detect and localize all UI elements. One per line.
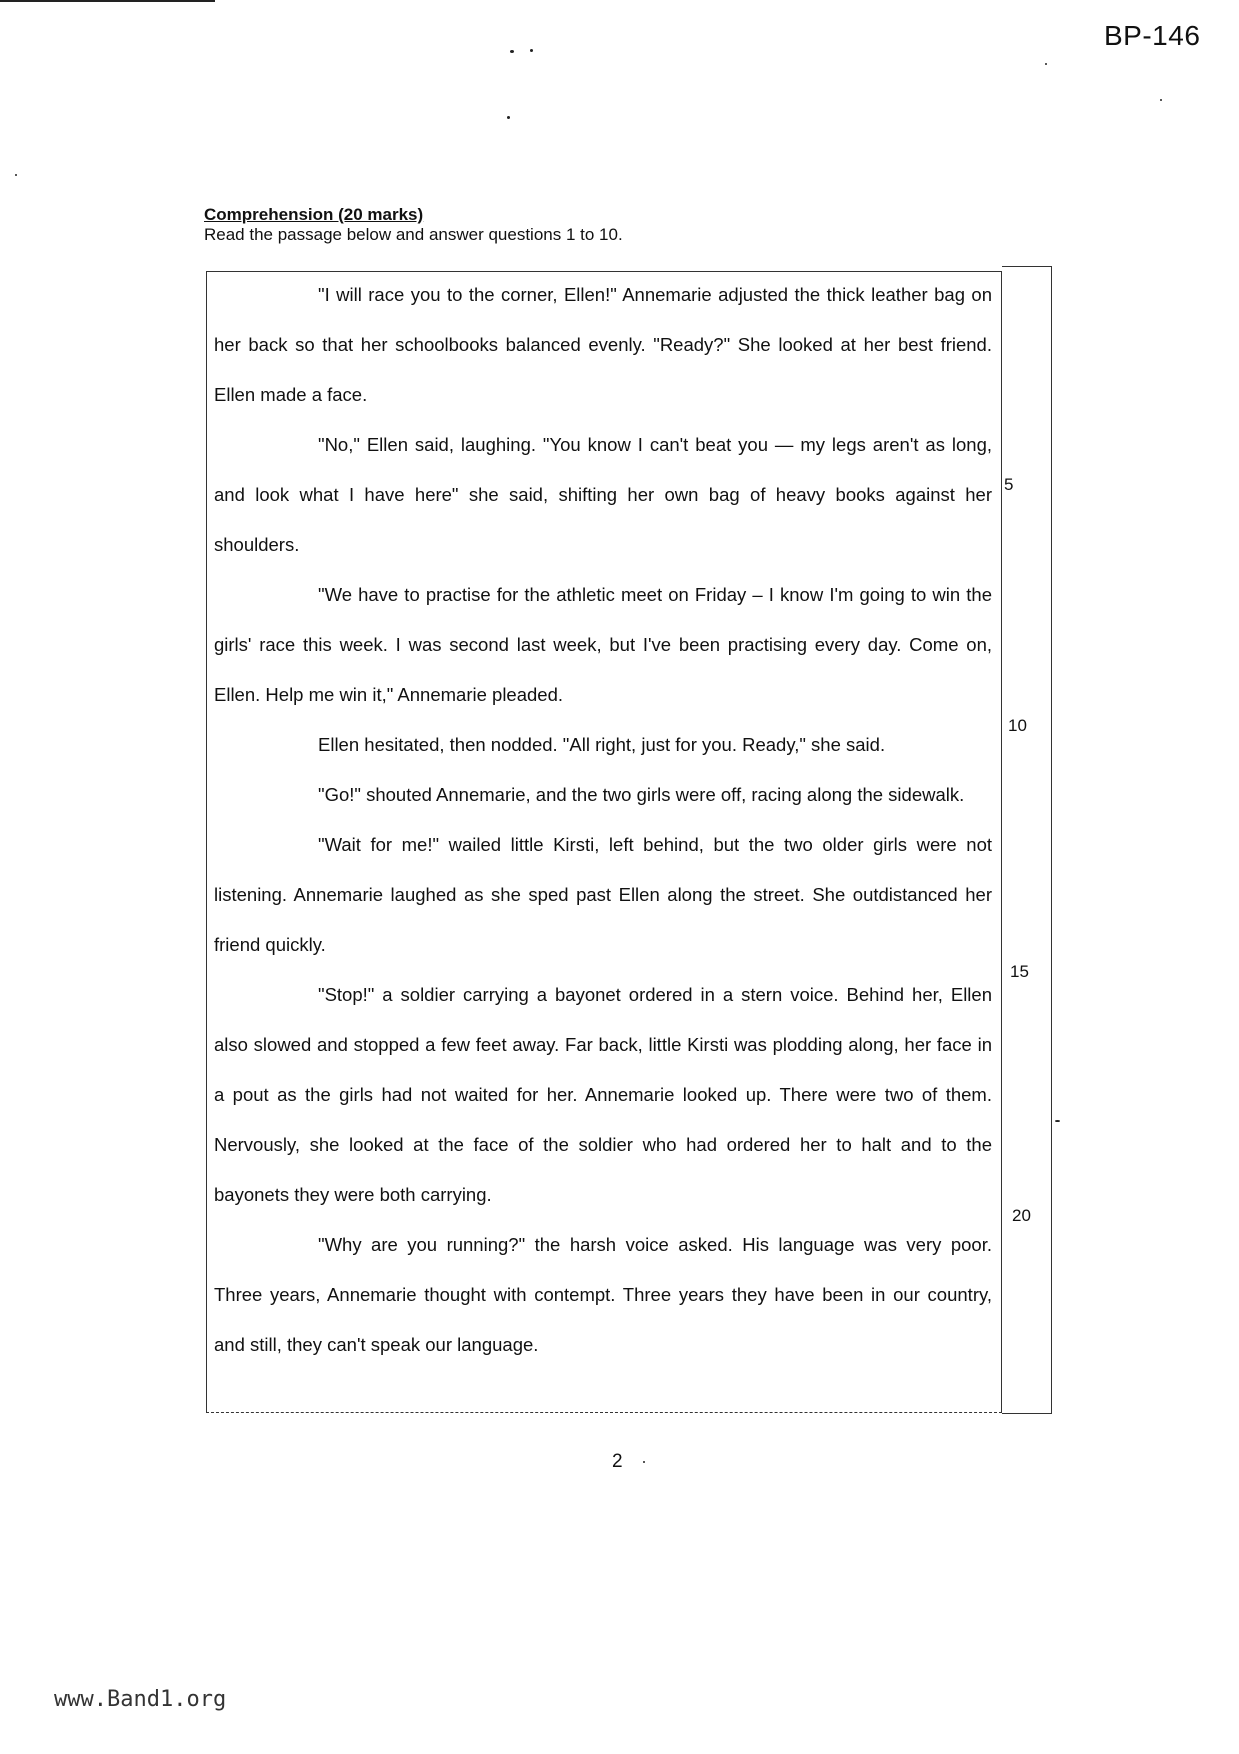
scan-speck [1055,1120,1060,1122]
paragraph: "Go!" shouted Annemarie, and the two girls were off, racing along the sidewalk. [318,784,965,805]
footer-url: www.Band1.org [54,1687,227,1712]
page-number: 2 [612,1451,623,1472]
passage-text [214,270,992,1370]
scan-speck [510,50,514,53]
scan-speck [1160,99,1162,101]
line-number: 10 [1008,716,1027,735]
line-number: 5 [1004,475,1014,494]
document-code: BP-146 [1104,20,1201,51]
line-number-column [1002,266,1052,1414]
paragraph: "Stop!" a soldier carrying a bayonet ordered in a stern voice. Behind her, Ellen also slowed and stopped a few feet away. Far back, little Kirsti was plodding along, her face in a pout as the girls had not waited for her. Annemarie looked up. There were two of them. Nervously, she looked at the face of the soldier who had ordered her to halt and to the bayonets they were both carrying. [214,984,992,1205]
paragraph: "I will race you to the corner, Ellen!" Annemarie adjusted the thick leather bag on her back so that her schoolbooks balanced evenly. "Ready?" She looked at her best friend. Ellen made a face. [214,284,992,405]
comprehension-section [204,205,623,245]
paragraph: "No," Ellen said, laughing. "You know I can't beat you — my legs aren't as long, and look what I have here" she said, shifting her own bag of heavy books against her shoulders. [214,434,992,555]
paragraph: Ellen hesitated, then nodded. "All right, just for you. Ready," she said. [318,734,886,755]
paragraph: "Wait for me!" wailed little Kirsti, left behind, but the two older girls were not listening. Annemarie laughed as she sped past Ellen along the street. She outdistanced her friend quickly. [214,834,992,955]
scan-speck [1045,63,1047,65]
scan-speck [507,116,510,119]
scan-speck [15,174,17,176]
paragraph: "We have to practise for the athletic meet on Friday – I know I'm going to win the girls' race this week. I was second last week, but I've been practising every day. Come on, Ellen. Help me win it," Annemarie pleaded. [214,584,992,705]
paragraph: "Why are you running?" the harsh voice asked. His language was very poor. Three years, Annemarie thought with contempt. Three years they have been in our country, and still, they can't speak our language. [214,1234,992,1355]
section-instruction: Read the passage below and answer questions 1 to 10. [204,225,623,244]
section-heading: Comprehension (20 marks) [204,205,424,224]
top-rule [0,0,215,2]
line-number: 20 [1012,1206,1031,1225]
scan-speck [530,49,533,52]
line-number: 15 [1010,962,1029,981]
scan-speck [643,1461,645,1463]
